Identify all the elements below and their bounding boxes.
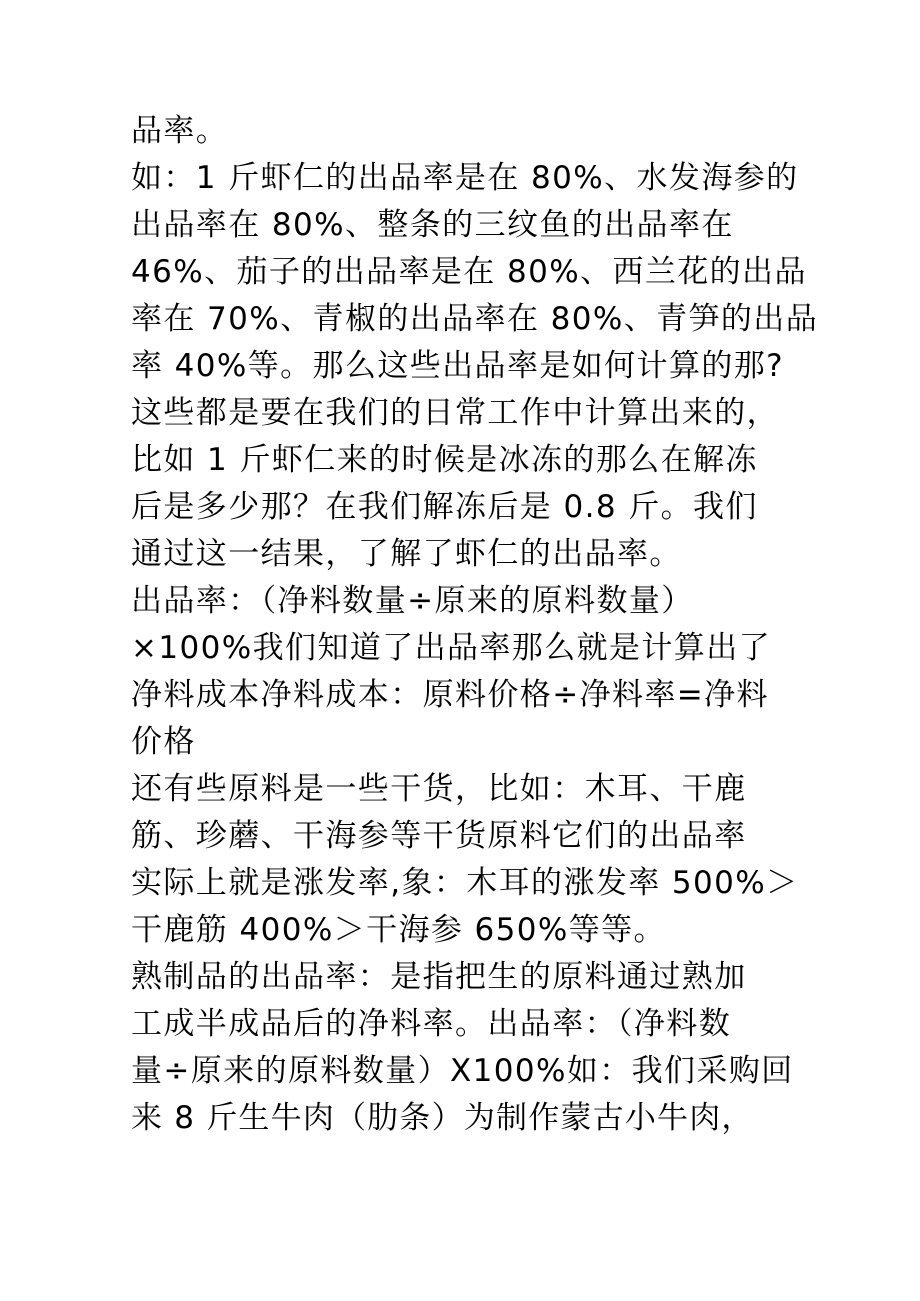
text-line-4: 46%、茄子的出品率是在 80%、西兰花的出品 — [131, 254, 807, 290]
text-line-17: 实际上就是涨发率,象：木耳的涨发率 500%＞ — [131, 865, 799, 901]
text-line-20: 工成半成品后的净料率。出品率：（净料数 — [131, 1006, 732, 1042]
text-line-21: 量÷原来的原料数量）X100%如：我们采购回 — [131, 1053, 794, 1089]
text-line-6: 率 40%等。那么这些出品率是如何计算的那? — [131, 348, 785, 384]
text-line-3: 出品率在 80%、整条的三纹鱼的出品率在 — [131, 207, 734, 243]
text-line-19: 熟制品的出品率：是指把生的原料通过熟加 — [131, 959, 747, 995]
text-line-22: 来 8 斤生牛肉（肋条）为制作蒙古小牛肉， — [131, 1100, 754, 1136]
text-line-18: 干鹿筋 400%＞干海参 650%等等。 — [131, 912, 666, 948]
document-page — [131, 108, 819, 1142]
text-line-13: 净料成本净料成本：原料价格÷净料率=净料 — [131, 677, 769, 713]
text-line-8: 比如 1 斤虾仁来的时候是冰冻的那么在解冻 — [131, 442, 758, 478]
text-line-5: 率在 70%、青椒的出品率在 80%、青笋的出品 — [131, 301, 819, 337]
text-line-14: 价格 — [131, 724, 196, 760]
text-line-9: 后是多少那？在我们解冻后是 0.8 斤。我们 — [131, 489, 758, 525]
text-line-2: 如：1 斤虾仁的出品率是在 80%、水发海参的 — [131, 160, 799, 196]
text-line-12: ×100%我们知道了出品率那么就是计算出了 — [131, 630, 771, 666]
text-line-16: 筋、珍蘑、干海参等干货原料它们的出品率 — [131, 818, 747, 854]
text-line-10: 通过这一结果，了解了虾仁的出品率。 — [131, 536, 682, 572]
text-line-11: 出品率：（净料数量÷原来的原料数量） — [131, 583, 694, 619]
text-line-15: 还有些原料是一些干货，比如：木耳、干鹿 — [131, 771, 747, 807]
text-line-1: 品率。 — [131, 113, 229, 149]
text-line-7: 这些都是要在我们的日常工作中计算出来的， — [131, 395, 779, 431]
